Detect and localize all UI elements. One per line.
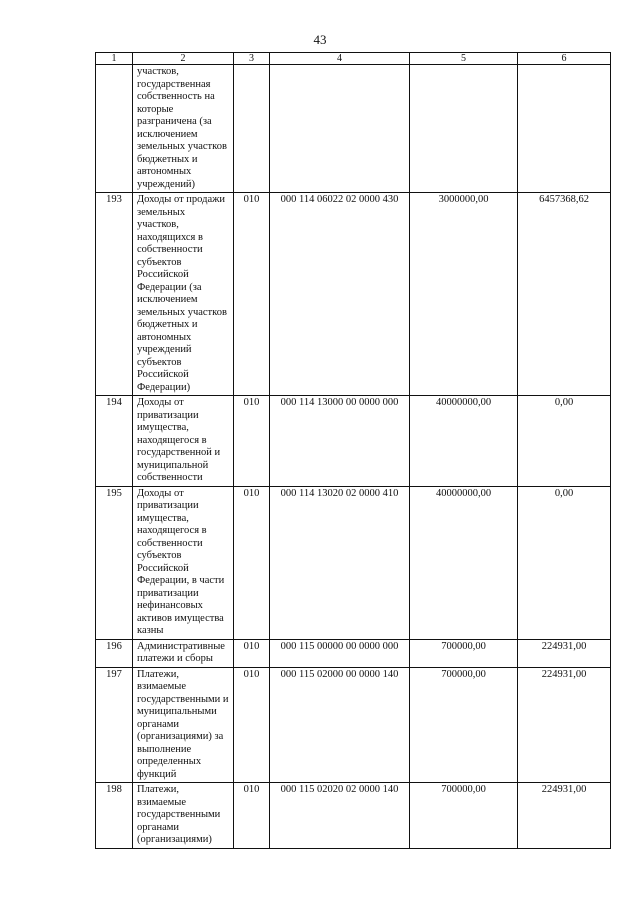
row-fact-amount: 224931,00 xyxy=(518,639,611,667)
column-header: 3 xyxy=(234,53,270,65)
page-number: 43 xyxy=(313,32,327,47)
column-header: 1 xyxy=(96,53,133,65)
row-fact-amount xyxy=(518,65,611,193)
row-plan-amount: 3000000,00 xyxy=(410,193,518,396)
row-fact-amount: 0,00 xyxy=(518,396,611,487)
row-fact-amount: 6457368,62 xyxy=(518,193,611,396)
row-name xyxy=(133,486,234,639)
table-row xyxy=(96,486,611,639)
row-classification-code: 000 115 02020 02 0000 140 xyxy=(270,783,410,849)
revenue-table xyxy=(95,52,611,849)
row-name-text: Платежи, взимаемые государственными органами (организациями) xyxy=(137,784,221,845)
table-row xyxy=(96,65,611,193)
row-plan-amount: 40000000,00 xyxy=(410,396,518,487)
row-name xyxy=(133,193,234,396)
table-row xyxy=(96,667,611,783)
row-admin-code: 010 xyxy=(234,486,270,639)
row-name-text: участков, государственная собственность на которые разграничена (за исключением земельных участков бюджетных и автономных учреждений) xyxy=(137,66,227,190)
column-header: 2 xyxy=(133,53,234,65)
row-name-text: Доходы от приватизации имущества, находящегося в собственности субъектов Российской Федерации, в части приватизации нефинансовых активов имущества казны xyxy=(137,487,225,636)
row-classification-code xyxy=(270,65,410,193)
row-plan-amount: 40000000,00 xyxy=(410,486,518,639)
row-fact-amount: 224931,00 xyxy=(518,667,611,783)
row-fact-amount: 0,00 xyxy=(518,486,611,639)
table-row xyxy=(96,783,611,849)
row-name xyxy=(133,639,234,667)
row-classification-code: 000 114 13020 02 0000 410 xyxy=(270,486,410,639)
column-header: 6 xyxy=(518,53,611,65)
row-number xyxy=(96,65,133,193)
row-plan-amount: 700000,00 xyxy=(410,783,518,849)
row-fact-amount: 224931,00 xyxy=(518,783,611,849)
row-name-text: Доходы от приватизации имущества, находящегося в государственной и муниципальной собственности xyxy=(137,397,221,483)
row-number: 196 xyxy=(96,639,133,667)
row-plan-amount xyxy=(410,65,518,193)
table-row xyxy=(96,639,611,667)
row-name xyxy=(133,396,234,487)
row-classification-code: 000 115 00000 00 0000 000 xyxy=(270,639,410,667)
row-name-text: Административные платежи и сборы xyxy=(137,640,225,664)
row-number: 194 xyxy=(96,396,133,487)
row-classification-code: 000 115 02000 00 0000 140 xyxy=(270,667,410,783)
row-classification-code: 000 114 13000 00 0000 000 xyxy=(270,396,410,487)
row-name xyxy=(133,667,234,783)
row-number: 197 xyxy=(96,667,133,783)
column-header: 5 xyxy=(410,53,518,65)
table-row xyxy=(96,396,611,487)
row-admin-code: 010 xyxy=(234,193,270,396)
row-admin-code: 010 xyxy=(234,667,270,783)
row-plan-amount: 700000,00 xyxy=(410,639,518,667)
table-row xyxy=(96,193,611,396)
header-row xyxy=(96,53,611,65)
row-classification-code: 000 114 06022 02 0000 430 xyxy=(270,193,410,396)
row-admin-code: 010 xyxy=(234,639,270,667)
row-plan-amount: 700000,00 xyxy=(410,667,518,783)
row-number: 193 xyxy=(96,193,133,396)
row-name-text: Доходы от продажи земельных участков, находящихся в собственности субъектов Российской Федерации (за исключением земельных участков бюджетных и автономных учреждений субъектов Российской Федерации) xyxy=(137,194,227,393)
row-admin-code: 010 xyxy=(234,783,270,849)
column-header: 4 xyxy=(270,53,410,65)
row-number: 195 xyxy=(96,486,133,639)
row-admin-code xyxy=(234,65,270,193)
row-name-text: Платежи, взимаемые государственными и муниципальными органами (организациями) за выполнение определенных функций xyxy=(137,668,229,780)
row-name xyxy=(133,783,234,849)
row-number: 198 xyxy=(96,783,133,849)
row-name xyxy=(133,65,234,193)
row-admin-code: 010 xyxy=(234,396,270,487)
